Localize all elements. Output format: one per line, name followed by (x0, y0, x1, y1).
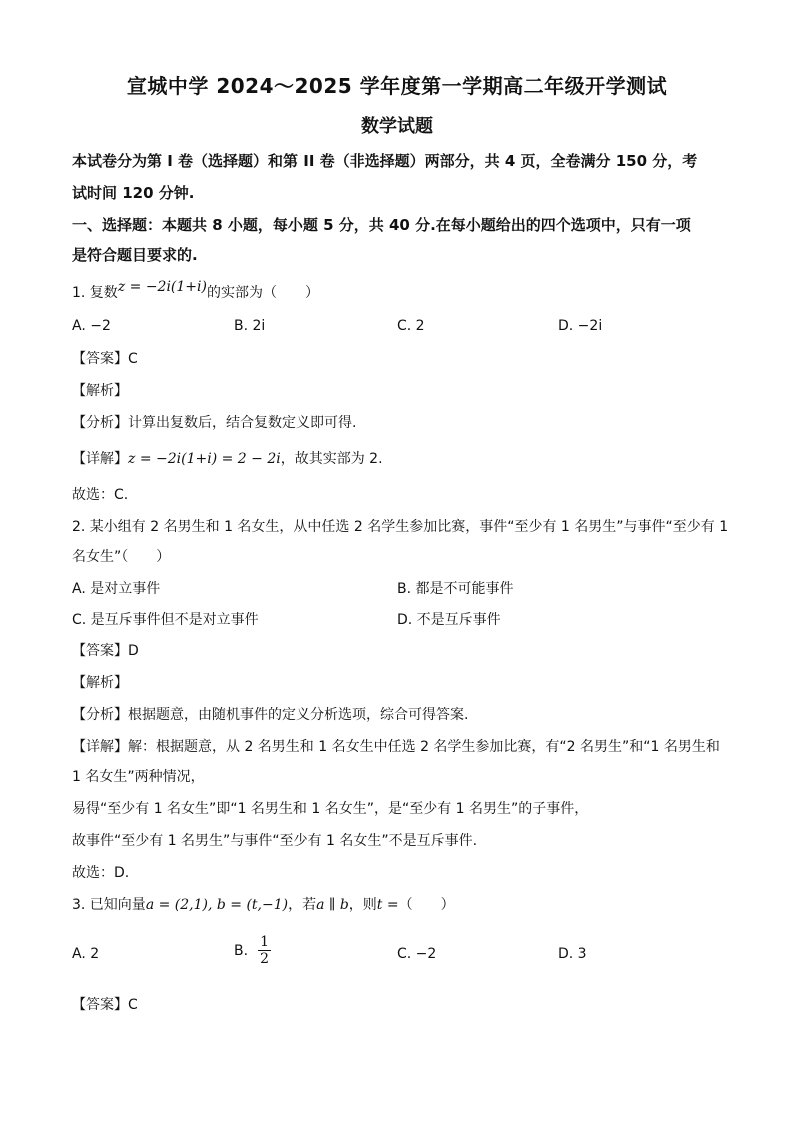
q1-stem: 1. 复数z = −2i(1+i)的实部为（ ） (72, 279, 319, 301)
q1-stem-math: z = −2i(1+i) (117, 279, 207, 295)
section-heading-line-2: 是符合题目要求的. (72, 246, 198, 264)
intro-line-2: 试时间 120 分钟. (72, 184, 195, 202)
q2-detail-line-2: 1 名女生”两种情况， (72, 769, 205, 785)
q1-analysis-label: 【解析】 (72, 383, 128, 399)
q1-option-a: A. −2 (72, 318, 111, 334)
q3-option-b: B. $\frac{1}{2}$ (234, 934, 269, 967)
q3-option-a: A. 2 (72, 946, 100, 962)
q3-stem-math-t: t = (376, 897, 399, 913)
section-heading-line-1: 一、选择题：本题共 8 小题，每小题 5 分，共 40 分.在每小题给出的四个选项中，只有一项 (72, 216, 691, 234)
q1-option-d: D. −2i (558, 318, 603, 334)
intro-line-1: 本试卷分为第 I 卷（选择题）和第 II 卷（非选择题）两部分，共 4 页，全卷满分 150 分，考 (72, 152, 698, 170)
q1-answer: 【答案】C (72, 351, 138, 367)
q3-option-c: C. −2 (397, 946, 437, 962)
q3-option-d: D. 3 (558, 946, 587, 962)
page-title: 宣城中学 2024～2025 学年度第一学期高二年级开学测试 (126, 74, 668, 98)
q2-option-d: D. 不是互斥事件 (397, 612, 501, 628)
q3-stem-math: a = (2,1), b = (t,−1) (145, 897, 289, 913)
q2-option-c: C. 是互斥事件但不是对立事件 (72, 612, 259, 628)
q1-conclusion: 故选：C. (72, 487, 129, 503)
q2-conclusion: 故选：D. (72, 865, 130, 881)
q2-option-a: A. 是对立事件 (72, 581, 161, 597)
q2-detail-line-1: 【详解】解：根据题意，从 2 名男生和 1 名女生中任选 2 名学生参加比赛，有“2 名男生”和“1 名男生和 (72, 739, 720, 755)
q1-option-b: B. 2i (234, 318, 266, 334)
q2-analysis-label: 【解析】 (72, 675, 128, 691)
q3-stem-math-parallel: a ∥ b (316, 897, 349, 913)
q2-detail-line-3: 易得“至少有 1 名女生”即“1 名男生和 1 名女生”，是“至少有 1 名男生”的子事件， (72, 801, 589, 817)
q2-stem-line-1: 2. 某小组有 2 名男生和 1 名女生，从中任选 2 名学生参加比赛，事件“至少有 1 名男生”与事件“至少有 1 (72, 519, 729, 535)
q3-option-b-fraction: $\frac{1}{2}$ (260, 934, 269, 967)
q1-detail-math: z = −2i(1+i) = 2 − 2i (128, 451, 281, 467)
q3-stem: 3. 已知向量a = (2,1), b = (t,−1)，若a ∥ b，则t =（ ） (72, 897, 455, 913)
q1-fenxi: 【分析】计算出复数后，结合复数定义即可得. (72, 415, 357, 431)
q3-answer: 【答案】C (72, 997, 138, 1013)
q2-stem-line-2: 名女生”（ ） (72, 549, 171, 565)
q1-detail: 【详解】z = −2i(1+i) = 2 − 2i，故其实部为 2. (72, 451, 383, 467)
page-subtitle: 数学试题 (361, 116, 433, 137)
q1-option-c: C. 2 (397, 318, 425, 334)
q2-option-b: B. 都是不可能事件 (397, 581, 514, 597)
q2-fenxi: 【分析】根据题意，由随机事件的定义分析选项，综合可得答案. (72, 707, 469, 723)
q2-answer: 【答案】D (72, 643, 139, 659)
q2-detail-line-4: 故事件“至少有 1 名男生”与事件“至少有 1 名女生”不是互斥事件. (72, 833, 478, 849)
